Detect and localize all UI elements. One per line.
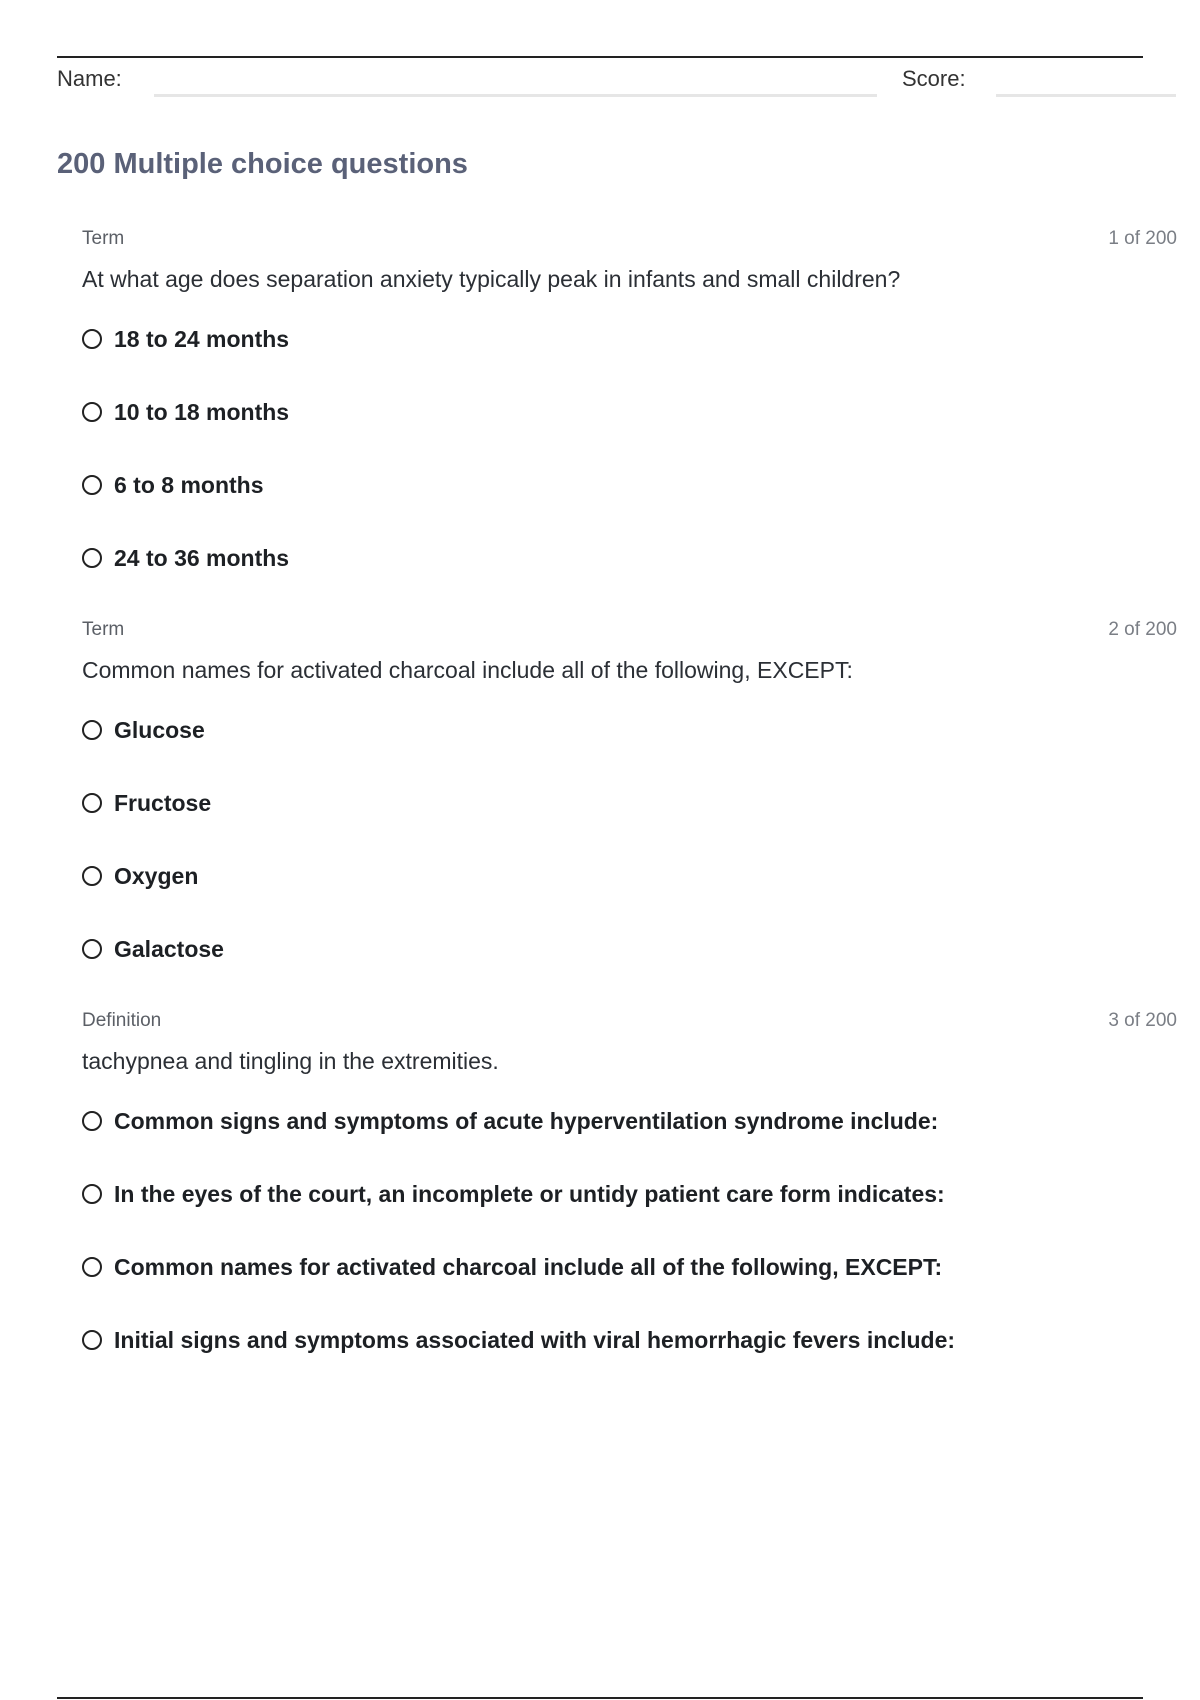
score-field[interactable] [996,94,1176,97]
answer-option-label: 6 to 8 months [114,471,264,498]
radio-button-icon[interactable] [82,793,102,813]
radio-button-icon[interactable] [82,402,102,422]
answer-option-label: 10 to 18 months [114,398,290,425]
question-type-label: Definition [82,1010,162,1031]
question-counter: 3 of 200 [1108,1010,1177,1031]
answer-option[interactable] [82,929,1082,969]
radio-button-icon[interactable] [82,1184,102,1204]
radio-button-icon[interactable] [82,548,102,568]
radio-button-icon[interactable] [82,475,102,495]
answer-option[interactable] [82,1174,1082,1214]
answer-option-label: Fructose [114,789,212,816]
answer-option-label: Common names for activated charcoal include all of the following, EXCEPT: [114,1253,943,1280]
question-type-label: Term [82,619,125,640]
answer-option[interactable] [82,1101,1082,1141]
radio-button-icon[interactable] [82,866,102,886]
question-prompt: tachypnea and tingling in the extremities. [82,1048,499,1074]
question-counter: 1 of 200 [1108,228,1177,249]
answer-option[interactable] [82,319,1082,359]
answer-option[interactable] [82,1320,1082,1360]
answer-option[interactable] [82,1247,1082,1287]
radio-button-icon[interactable] [82,939,102,959]
answer-option[interactable] [82,465,1082,505]
radio-button-icon[interactable] [82,1330,102,1350]
question-prompt: At what age does separation anxiety typically peak in infants and small children? [82,266,901,292]
bottom-rule [57,1697,1143,1699]
score-label: Score: [902,66,966,91]
answer-option-label: Glucose [114,716,205,743]
answer-option-label: In the eyes of the court, an incomplete or untidy patient care form indicates: [114,1180,945,1207]
name-field[interactable] [154,94,877,97]
answer-option[interactable] [82,710,1082,750]
name-label: Name: [57,66,122,91]
question-type-label: Term [82,228,125,249]
answer-option-label: 24 to 36 months [114,544,290,571]
question-prompt: Common names for activated charcoal include all of the following, EXCEPT: [82,657,853,683]
answer-option[interactable] [82,392,1082,432]
answer-option[interactable] [82,538,1082,578]
radio-button-icon[interactable] [82,1111,102,1131]
page-title: 200 Multiple choice questions [57,148,468,180]
radio-button-icon[interactable] [82,1257,102,1277]
answer-option-label: Galactose [114,935,224,962]
question-counter: 2 of 200 [1108,619,1177,640]
answer-option-label: Common signs and symptoms of acute hyperventilation syndrome include: [114,1107,939,1134]
top-rule [57,56,1143,58]
answer-option-label: Initial signs and symptoms associated with viral hemorrhagic fevers include: [114,1326,956,1353]
answer-option[interactable] [82,856,1082,896]
answer-option[interactable] [82,783,1082,823]
radio-button-icon[interactable] [82,329,102,349]
answer-option-label: 18 to 24 months [114,325,290,352]
worksheet-header [57,62,1177,102]
radio-button-icon[interactable] [82,720,102,740]
answer-option-label: Oxygen [114,862,199,889]
